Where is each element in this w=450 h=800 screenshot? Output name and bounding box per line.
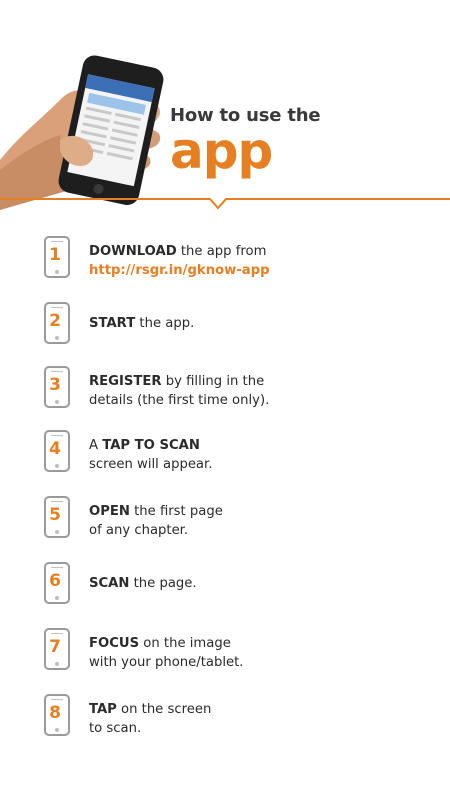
step-number: 4 [49, 439, 61, 459]
step-prefix: A [89, 438, 103, 453]
step-number: 7 [49, 637, 61, 657]
download-link[interactable]: http://rsgr.in/gknow-app [89, 263, 270, 278]
step-number: 2 [49, 311, 61, 331]
step-keyword: FOCUS [89, 636, 140, 651]
step-6 [44, 562, 444, 608]
step-rest: the app. [135, 316, 195, 331]
step-keyword: REGISTER [89, 374, 162, 389]
step-rest: on the screen [116, 702, 212, 717]
step-keyword: OPEN [89, 504, 130, 519]
step-1 [44, 236, 444, 282]
step-number: 8 [49, 703, 61, 723]
hand-holding-phone-illustration [0, 40, 175, 210]
step-7 [44, 628, 444, 674]
step-number: 5 [49, 505, 61, 525]
step-text [89, 502, 223, 540]
step-keyword: TAP [89, 702, 117, 717]
step-keyword: TAP TO SCAN [102, 438, 200, 453]
step-text [89, 436, 212, 474]
header [0, 0, 450, 215]
step-rest: the page. [129, 576, 197, 591]
title-small: How to use the [170, 105, 321, 126]
step-number: 1 [49, 245, 61, 265]
step-text [89, 700, 211, 738]
step-rest: the first page [129, 504, 223, 519]
step-number: 3 [49, 375, 61, 395]
step-line2: to scan. [89, 721, 142, 736]
divider-with-notch [0, 197, 450, 211]
step-line2: of any chapter. [89, 523, 189, 538]
step-8 [44, 694, 444, 740]
step-4 [44, 430, 444, 476]
step-text [89, 372, 269, 410]
step-rest: by filling in the [161, 374, 265, 389]
step-keyword: DOWNLOAD [89, 244, 177, 259]
title-big: app [170, 122, 273, 180]
step-3 [44, 366, 444, 412]
step-number: 6 [49, 571, 61, 591]
step-line2: details (the first time only). [89, 393, 270, 408]
step-2 [44, 302, 444, 348]
step-line2: screen will appear. [89, 457, 213, 472]
step-keyword: START [89, 316, 136, 331]
step-rest: the app from [176, 244, 267, 259]
step-text [89, 574, 197, 593]
step-5 [44, 496, 444, 542]
step-line2: with your phone/tablet. [89, 655, 244, 670]
step-rest: on the image [139, 636, 231, 651]
step-text [89, 634, 244, 672]
title-block [170, 105, 321, 180]
step-text [89, 314, 194, 333]
step-keyword: SCAN [89, 576, 130, 591]
step-text [89, 242, 270, 280]
